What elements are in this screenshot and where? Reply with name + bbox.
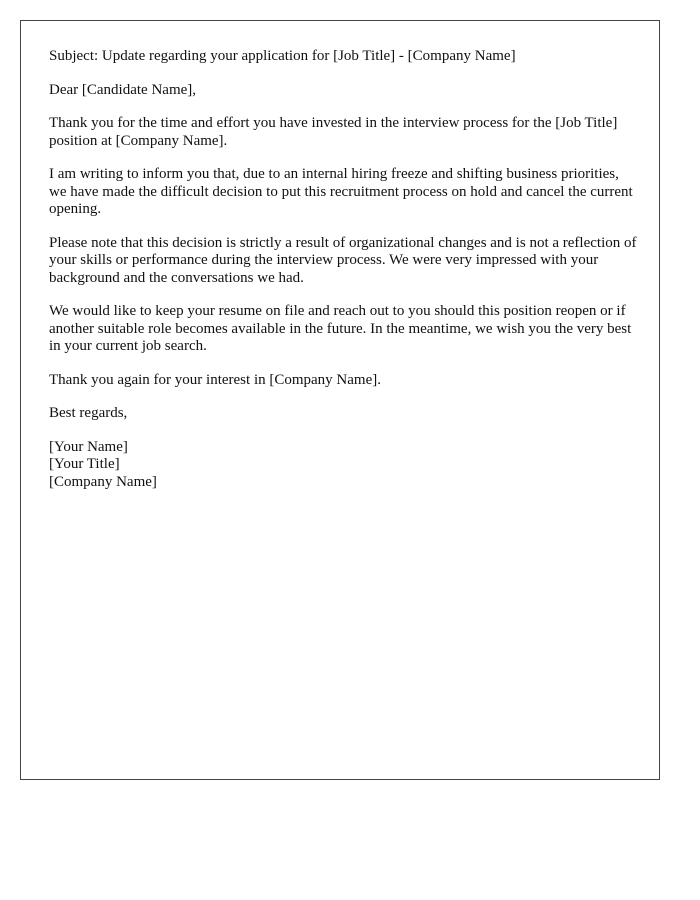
paragraph-decision-note: Please note that this decision is strictly a result of organizational changes and is not a reflection of your skills or performance during the interview process. We were very impressed with your background and the conversations we had.	[49, 234, 637, 286]
paragraph-thank-again: Thank you again for your interest in [Company Name].	[49, 371, 381, 388]
signature-company: [Company Name]	[49, 473, 157, 490]
paragraph-thanks: Thank you for the time and effort you have invested in the interview process for the [Job Title] position at [Company Name].	[49, 115, 618, 149]
letter-page	[20, 20, 660, 780]
paragraph-resume-on-file: We would like to keep your resume on file and reach out to you should this position reopen or if another suitable role becomes available in the future. In the meantime, we wish you the very best in your current job search.	[49, 303, 632, 354]
greeting: Dear [Candidate Name],	[49, 81, 197, 98]
signature-title: [Your Title]	[49, 456, 120, 472]
paragraph-hiring-freeze: I am writing to inform you that, due to an internal hiring freeze and shifting business priorities, we have made the difficult decision to put this recruitment process on hold and cancel the current opening.	[49, 166, 633, 217]
closing: Best regards,	[49, 405, 128, 421]
subject-line: Subject: Update regarding your application for [Job Title] - [Company Name]	[49, 48, 516, 64]
signature-name: [Your Name]	[49, 438, 128, 455]
letter-body	[49, 48, 639, 491]
